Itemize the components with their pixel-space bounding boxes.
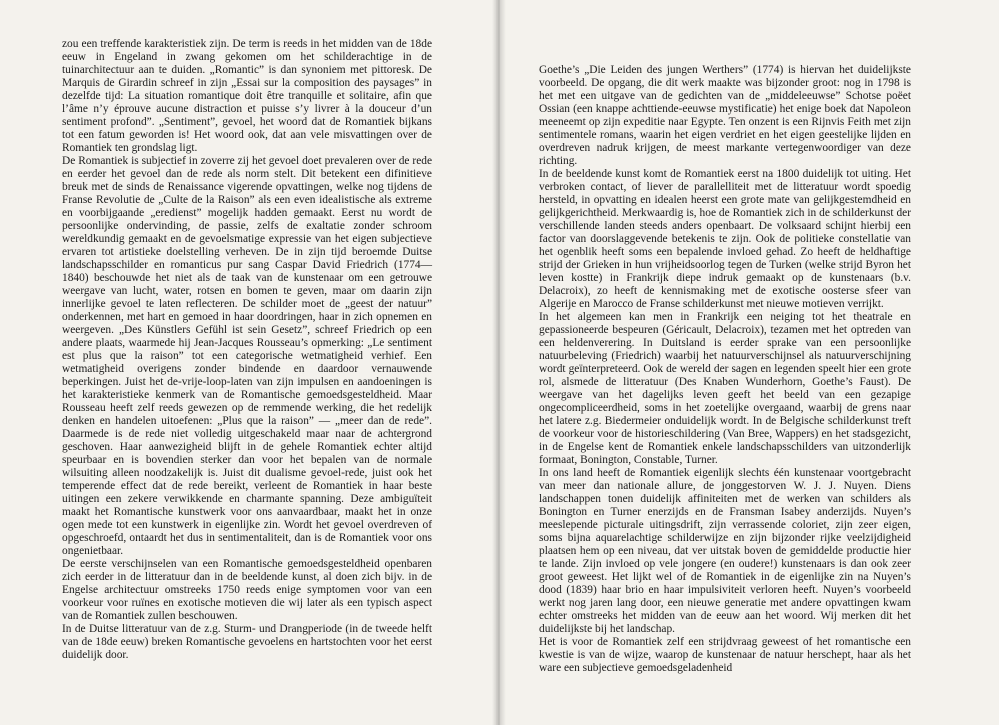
paragraph: In de Duitse litteratuur van de z.g. Sturm- und Drangperiode (in de tweede helft van de 18de eeuw) breken Romantische gevoelens en hartstochten voor het eerst duidelijk door. (62, 623, 432, 661)
paragraph: zou een treffende karakteristiek zijn. De term is reeds in het midden van de 18de eeuw in Engeland in zwang gekomen om het schilderachtige in de tuinarchitectuur aan te duiden. „Romantic” is dan synoniem met pittoresk. De Marquis de Girardin schreef in zijn „Essai sur la composition des paysages” in dezelfde tijd: La situation romantique doit être tranquille et solitaire, afin que l’âme n’y éprouve aucune distraction et puisse s’y livrer à la douceur d’un sentiment profond”. „Sentiment”, gevoel, het woord dat de Romantiek bijkans tot een fatum geworden is! Het woord ook, dat aan vele misvattingen over de Romantiek ten grondslag ligt. (62, 38, 432, 154)
paragraph: De eerste verschijnselen van een Romantische gemoedsgesteldheid openbaren zich eerder in de litteratuur dan in de beeldende kunst, al doen zich bijv. in de Engelse architectuur omstreeks 1750 reeds enige symptomen voor van een voorkeur voor ruïnes en exotische motieven die wij later als een typisch aspect van de Romantiek zullen beschouwen. (62, 558, 432, 622)
book-gutter (492, 0, 506, 725)
paragraph: Goethe’s „Die Leiden des jungen Werthers” (1774) is hiervan het duidelijkste voorbeeld. De opgang, die dit werk maakte was bijzonder groot: nog in 1798 is het met een uitgave van de gedichten van de „middeleeuwse” Schotse poëet Ossian (een knappe achttiende-eeuwse mystificatie) het enige boek dat Napoleon meeneemt op zijn expeditie naar Egypte. Ten onzent is een Rijnvis Feith met zijn sentimentele romans, waarin het eigen verdriet en het eigen geestelijke lijden en overdreven nadruk krijgen, de meest markante vertegenwoordiger van deze richting. (539, 64, 911, 167)
paragraph: In de beeldende kunst komt de Romantiek eerst na 1800 duidelijk tot uiting. Het verbroken contact, of liever de parallelliteit met de litteratuur wordt spoedig hersteld, in opvatting en idealen heerst een grote mate van gelijkgestemdheid en gelijkgerichtheid. Merkwaardig is, hoe de Romantiek zich in de schilderkunst der verschillende landen steeds anders openbaart. De volksaard schijnt hierbij een factor van doorslaggevende betekenis te zijn. Ook de politieke constellatie van het ogenblik heeft soms een bepalende invloed gehad. Zo heeft de heldhaftige strijd der Grieken in hun vrijheidsoorlog tegen de Turken (welke strijd Byron het leven kostte) in Frankrijk diepe indruk gemaakt op de kunstenaars (b.v. Delacroix), zo heeft de kennismaking met de exotische oosterse sfeer van Algerije en Marocco de Franse schilderkunst met nieuwe motieven verrijkt. (539, 168, 911, 310)
paragraph: In ons land heeft de Romantiek eigenlijk slechts één kunstenaar voortgebracht van meer dan nationale allure, de jonggestorven W. J. J. Nuyen. Diens landschappen tonen duidelijk affiniteiten met de werken van schilders als Bonington en Turner enerzijds en de Fransman Isabey anderzijds. Nuyen’s meeslepende picturale uitingsdrift, zijn verrassende coloriet, zijn zeer eigen, soms bijna aquarelachtige schilderwijze en zijn bijzonder rijke veelzijdigheid plaatsen hem op een niveau, dat ver uitstak boven de gemiddelde productie hier te lande. Zijn invloed op vele jongere (en oudere!) kunstenaars is dan ook zeer groot geweest. Het lijkt wel of de Romantiek in de eigenlijke zin na Nuyen’s dood (1839) haar brio en haar impulsiviteit verloren heeft. Nuyen’s voorbeeld werkt nog jaren lang door, een nieuwe generatie met andere opvattingen kwam echter omstreeks het midden van de eeuw aan het woord. Wij merken dit het duidelijkste bij het landschap. (539, 467, 911, 635)
paragraph: Het is voor de Romantiek zelf een strijdvraag geweest of het romantische een kwestie is van de wijze, waarop de kunstenaar de natuur herschept, haar als het ware een subjectieve gemoedsgeladenheid (539, 636, 911, 674)
paragraph: In het algemeen kan men in Frankrijk een neiging tot het theatrale en gepassioneerde bespeuren (Géricault, Delacroix), tezamen met het optreden van een heldenverering. In Duitsland is eerder sprake van een persoonlijke natuurbeleving (Friedrich) waarbij het natuurverschijnsel als natuurverschijning wordt geïnterpreteerd. Ook de wereld der sagen en legenden speelt hier een grote rol, alsmede de litteratuur (Des Knaben Wunderhorn, Goethe’s Faust). De weergave van het dagelijks leven geeft het beeld van een gezapige ongecompliceerdheid, soms in het zoetelijke overgaand, waarbij de grens naar het latere z.g. Biedermeier onduidelijk wordt. In de Belgische schilderkunst treft de voorkeur voor de historieschildering (Van Bree, Wappers) en het stadsgezicht, in de Engelse kent de Romantiek enkele landschapsschilders van uitzonderlijk formaat, Bonington, Constable, Turner. (539, 311, 911, 466)
left-page-text (62, 38, 432, 662)
paragraph: De Romantiek is subjectief in zoverre zij het gevoel doet prevaleren over de rede en eerder het gevoel dan de rede als norm stelt. Dit betekent een difinitieve breuk met de sinds de Renaissance vigerende opvattingen, welke nog tijdens de Franse Revolutie de „Culte de la Raison” als een even idealistische als extreme en voorbijgaande „eredienst” mogelijk hadden gemaakt. Eerst nu wordt de persoonlijke ondervinding, de passie, zelfs de exaltatie zonder schroom wereldkundig gemaakt en de gevoelsmatige expressie van het eigen subjectieve ervaren tot artistieke doelstelling verheven. De in zijn tijd beroemde Duitse landschapsschilder en romanticus pur sang Caspar David Friedrich (1774—1840) beschouwde het niet als de taak van de kunstenaar om een getrouwe weergave van lucht, water, rotsen en bomen te geven, maar om daarin zijn innerlijke gevoel te laten reflecteren. De schilder moet de „geest der natuur” onderkennen, met hart en gemoed in haar doordringen, haar in zich opnemen en weergeven. „Des Künstlers Gefühl ist sein Gesetz”, schreef Friedrich op een andere plaats, waarmede hij Jean-Jacques Rousseau’s opmerking: „Le sentiment est plus que la raison” tot een categorische wetmatigheid verhief. Een wetmatigheid overigens zonder bindende en daardoor vernauwende beperkingen. Juist het de-vrije-loop-laten van zijn impulsen en aandoeningen is het karakteristieke kenmerk van de Romantische gemoedsgesteldheid. Maar Rousseau heeft zelf reeds gewezen op de remmende werking, die het redelijk denken en handelen uitoefenen: „Plus que la raison” — „meer dan de rede”. Daarmede is de rede niet volledig uitgeschakeld maar naar de achtergrond geschoven. Haar aanwezigheid blijft in de gehele Romantiek echter altijd speurbaar en is bovendien sterker dan voor het bepalen van de normale wilsuiting alleen noodzakelijk is. Juist dit dualisme gevoel-rede, juist ook het temperende effect dat de rede bereikt, verleent de Romantiek in haar beste uitingen een zekere verwikkende en charmante spanning. Deze ambiguïteit maakt het Romantische kunstwerk voor ons aanvaardbaar, maakt het in onze ogen mede tot een kunstwerk in eigenlijke zin. Wordt het gevoel overdreven of opgeschroefd, ontaardt het dus in sentimentaliteit, dan is de Romantiek voor ons ongenietbaar. (62, 155, 432, 557)
right-page (499, 0, 999, 725)
left-page (0, 0, 496, 725)
right-page-text (539, 64, 911, 675)
